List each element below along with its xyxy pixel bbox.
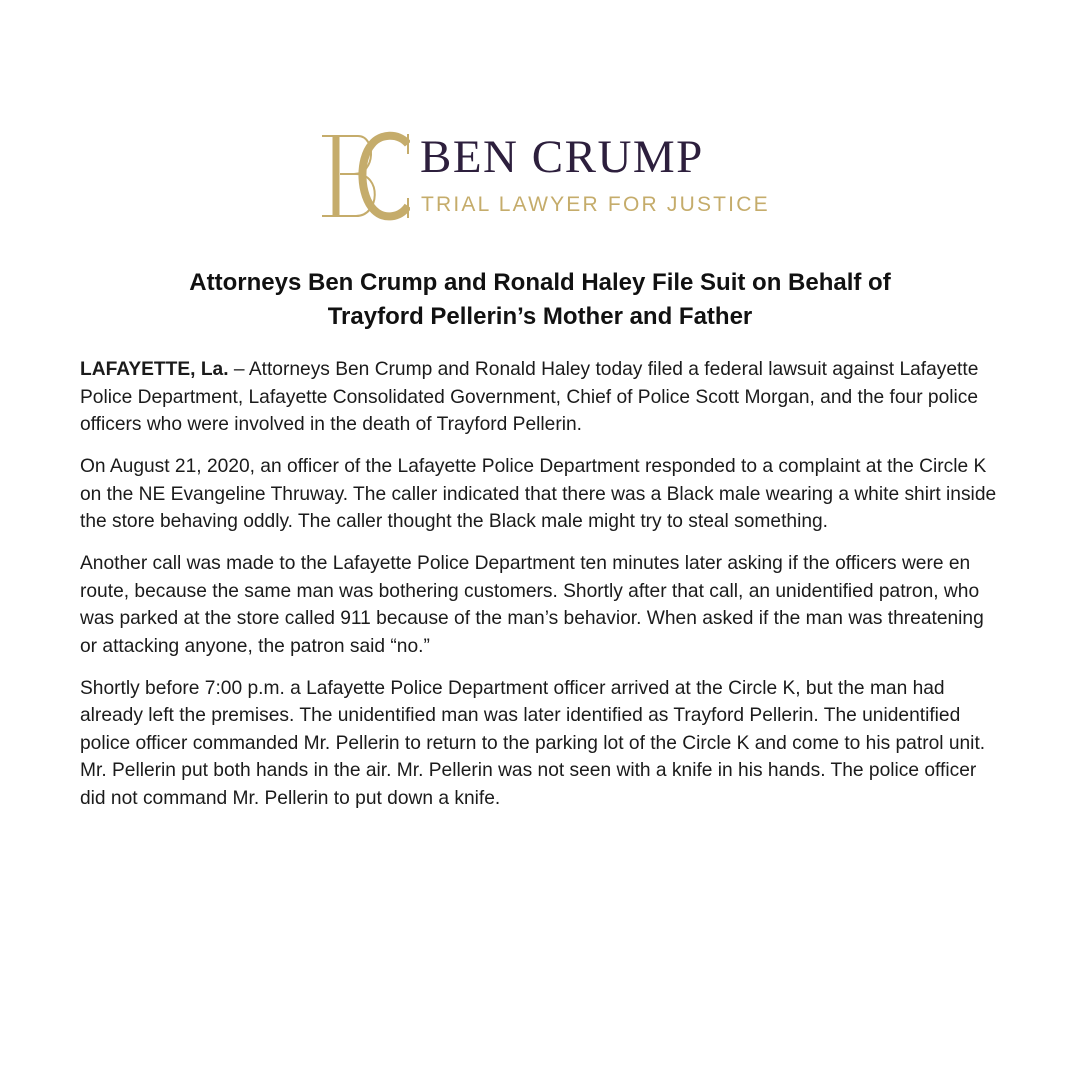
dateline: LAFAYETTE, La. [80, 359, 229, 380]
paragraph-1-text: – Attorneys Ben Crump and Ronald Haley today filed a federal lawsuit against Lafayette Police Department, Lafayette Consolidated Government, Chief of Police Scott Morgan, and the four police officers who were involved in the death of Trayford Pellerin. [80, 359, 979, 435]
paragraph-1 [80, 356, 1000, 439]
press-release-body [80, 356, 1000, 827]
paragraph-3: Another call was made to the Lafayette Police Department ten minutes later asking if the officers were en route, because the same man was bothering customers. Shortly after that call, an unidentified patron, who was parked at the store called 911 because of the man’s behavior. When asked if the man was threatening or attacking anyone, the patron said “no.” [80, 553, 984, 657]
press-release-headline [60, 266, 1020, 334]
brand-name: BEN CRUMP [420, 131, 704, 183]
brand-tagline: TRIAL LAWYER FOR JUSTICE [421, 193, 770, 216]
headline-line-1: Attorneys Ben Crump and Ronald Haley File Suit on Behalf of [189, 269, 891, 296]
headline-line-2: Trayford Pellerin’s Mother and Father [327, 303, 753, 330]
paragraph-4: Shortly before 7:00 p.m. a Lafayette Police Department officer arrived at the Circle K, but the man had already left the premises. The unidentified man was later identified as Trayford Pellerin. The unidentified police officer commanded Mr. Pellerin to return to the parking lot of the Circle K and come to his patrol unit. Mr. Pellerin put both hands in the air. Mr. Pellerin was not seen with a knife in his hands. The police officer did not command Mr. Pellerin to put down a knife. [80, 677, 986, 809]
bc-monogram-logo [318, 130, 410, 222]
paragraph-2: On August 21, 2020, an officer of the Lafayette Police Department responded to a complaint at the Circle K on the NE Evangeline Thruway. The caller indicated that there was a Black male wearing a white shirt inside the store behaving oddly. The caller thought the Black male might try to steal something. [80, 456, 997, 532]
ben-crump-logo [318, 130, 778, 222]
